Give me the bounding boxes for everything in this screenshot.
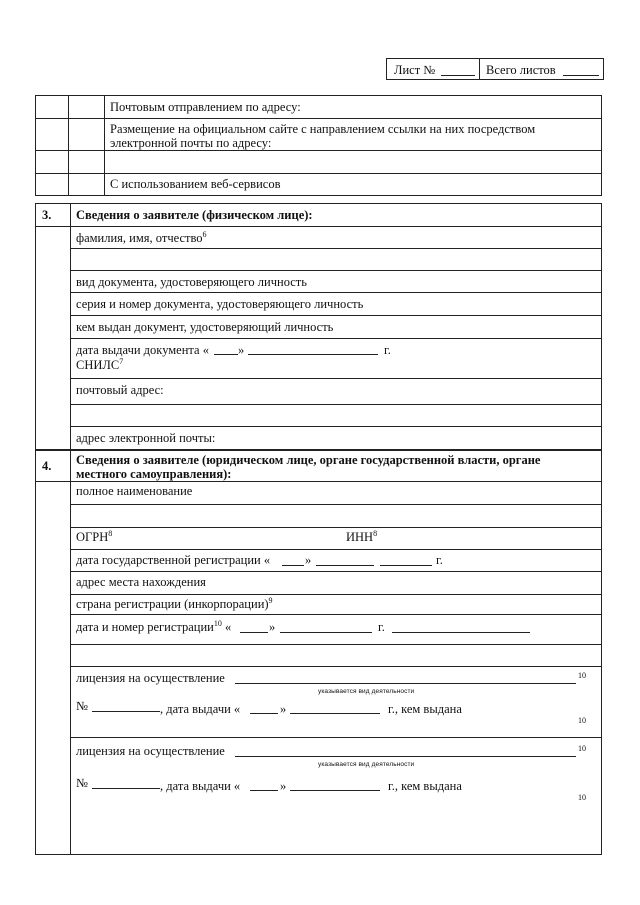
- ogrn-label: ОГРН$^8$: [76, 528, 113, 544]
- delivery-col2: [104, 95, 105, 196]
- doc-date-month-field[interactable]: [248, 354, 378, 355]
- address-label: адрес места нахождения: [76, 575, 206, 589]
- license1-day-field[interactable]: [250, 713, 278, 714]
- reg-num-year: г.: [378, 620, 385, 634]
- s3-sep1: [70, 248, 602, 249]
- s4-sep2: [70, 527, 602, 528]
- license2-note: 10: [578, 744, 586, 753]
- license1-hint: указывается вид деятельности: [318, 688, 415, 695]
- section3-number: 3.: [42, 208, 52, 222]
- s3-sep8: [70, 426, 602, 427]
- reg-date-month-field[interactable]: [316, 565, 374, 566]
- sheet-number-label: Лист №: [394, 63, 436, 77]
- section4-title-line1: Сведения о заявителе (юридическом лице, органе государственной власти, органе: [76, 453, 541, 467]
- section3-title: Сведения о заявителе (физическом лице):: [76, 208, 313, 222]
- license2-note2: 10: [578, 793, 586, 802]
- snils-label: СНИЛС$^7$: [76, 356, 124, 372]
- doc-issuer-label: кем выдан документ, удостоверяющий личность: [76, 320, 334, 334]
- license2-quote: »: [280, 779, 287, 793]
- inn-label: ИНН$^8$: [346, 528, 378, 544]
- license1-label: лицензия на осуществление: [76, 671, 225, 685]
- license2-day-field[interactable]: [250, 790, 278, 791]
- license2-number-field[interactable]: [92, 788, 160, 789]
- section4-col: [70, 450, 71, 855]
- reg-num-day-field[interactable]: [240, 632, 268, 633]
- s3-sep3: [70, 292, 602, 293]
- s4-sep4: [70, 571, 602, 572]
- sheet-counter-divider: [479, 58, 480, 80]
- s4-sep6: [70, 614, 602, 615]
- doc-number-label: серия и номер документа, удостоверяющего личность: [76, 297, 364, 311]
- s4-sep7: [70, 644, 602, 645]
- license1-activity-field[interactable]: [235, 683, 576, 684]
- license2-issuer: г., кем выдана: [388, 779, 462, 793]
- license2-activity-field[interactable]: [235, 756, 576, 757]
- total-sheets-field[interactable]: [563, 75, 599, 76]
- reg-num-month-field[interactable]: [280, 632, 372, 633]
- doc-date-year: г.: [384, 343, 391, 357]
- s3-sep7: [70, 404, 602, 405]
- delivery-row-sep1: [35, 118, 602, 119]
- postal-label: почтовый адрес:: [76, 383, 164, 397]
- country-label: страна регистрации (инкорпорации)$^9$: [76, 595, 273, 611]
- delivery-row-sep2: [35, 150, 602, 151]
- email-label: адрес электронной почты:: [76, 431, 216, 445]
- license1-no: №: [76, 699, 88, 713]
- delivery-web: С использованием веб-сервисов: [110, 177, 281, 191]
- total-sheets-label: Всего листов: [486, 63, 556, 77]
- reg-num-quote-close: »: [269, 620, 276, 634]
- license2-no: №: [76, 776, 88, 790]
- license2-hint: указывается вид деятельности: [318, 761, 415, 768]
- s4-sep1: [70, 504, 602, 505]
- doc-date-quote: »: [238, 343, 245, 357]
- license2-label: лицензия на осуществление: [76, 744, 225, 758]
- s4-sep8: [70, 666, 602, 667]
- delivery-site-line2: электронной почты по адресу:: [110, 136, 272, 150]
- license2-date: , дата выдачи «: [160, 779, 241, 793]
- s4-sep3: [70, 549, 602, 550]
- license2-month-field[interactable]: [290, 790, 380, 791]
- s4-sep5: [70, 594, 602, 595]
- reg-date-year-field[interactable]: [380, 565, 432, 566]
- section4-header-sep: [35, 481, 602, 482]
- license1-month-field[interactable]: [290, 713, 380, 714]
- doc-date-prefix: дата выдачи документа «: [76, 343, 209, 357]
- license1-note2: 10: [578, 716, 586, 725]
- s3-sep6: [70, 378, 602, 379]
- s3-sep2: [70, 270, 602, 271]
- section3-col: [70, 203, 71, 450]
- license1-number-field[interactable]: [92, 711, 160, 712]
- sheet-number-field[interactable]: [441, 75, 475, 76]
- doc-type-label: вид документа, удостоверяющего личность: [76, 275, 307, 289]
- section3-header-sep: [35, 226, 602, 227]
- full-name-label: полное наименование: [76, 484, 193, 498]
- section4-table: [35, 450, 602, 855]
- section4-title-line2: местного самоуправления):: [76, 467, 232, 481]
- reg-date-prefix: дата государственной регистрации «: [76, 553, 271, 567]
- reg-date-year: г.: [436, 553, 443, 567]
- fio-label: фамилия, имя, отчество$^6$: [76, 229, 207, 245]
- section4-number: 4.: [42, 459, 52, 473]
- s3-sep5: [70, 338, 602, 339]
- doc-date-day-field[interactable]: [214, 354, 238, 355]
- reg-num-label: дата и номер регистрации$^{10}$ «: [76, 618, 232, 634]
- s3-sep4: [70, 315, 602, 316]
- license1-date: , дата выдачи «: [160, 702, 241, 716]
- delivery-row-sep3: [35, 173, 602, 174]
- delivery-site-line1: Размещение на официальном сайте с направлением ссылки на них посредством: [110, 122, 536, 136]
- delivery-post: Почтовым отправлением по адресу:: [110, 100, 301, 114]
- reg-date-quote: »: [305, 553, 312, 567]
- license1-quote: »: [280, 702, 287, 716]
- delivery-col1: [68, 95, 69, 196]
- reg-date-day-field[interactable]: [282, 565, 304, 566]
- s4-sep9: [70, 737, 602, 738]
- reg-num-field[interactable]: [392, 632, 530, 633]
- license1-note: 10: [578, 671, 586, 680]
- license1-issuer: г., кем выдана: [388, 702, 462, 716]
